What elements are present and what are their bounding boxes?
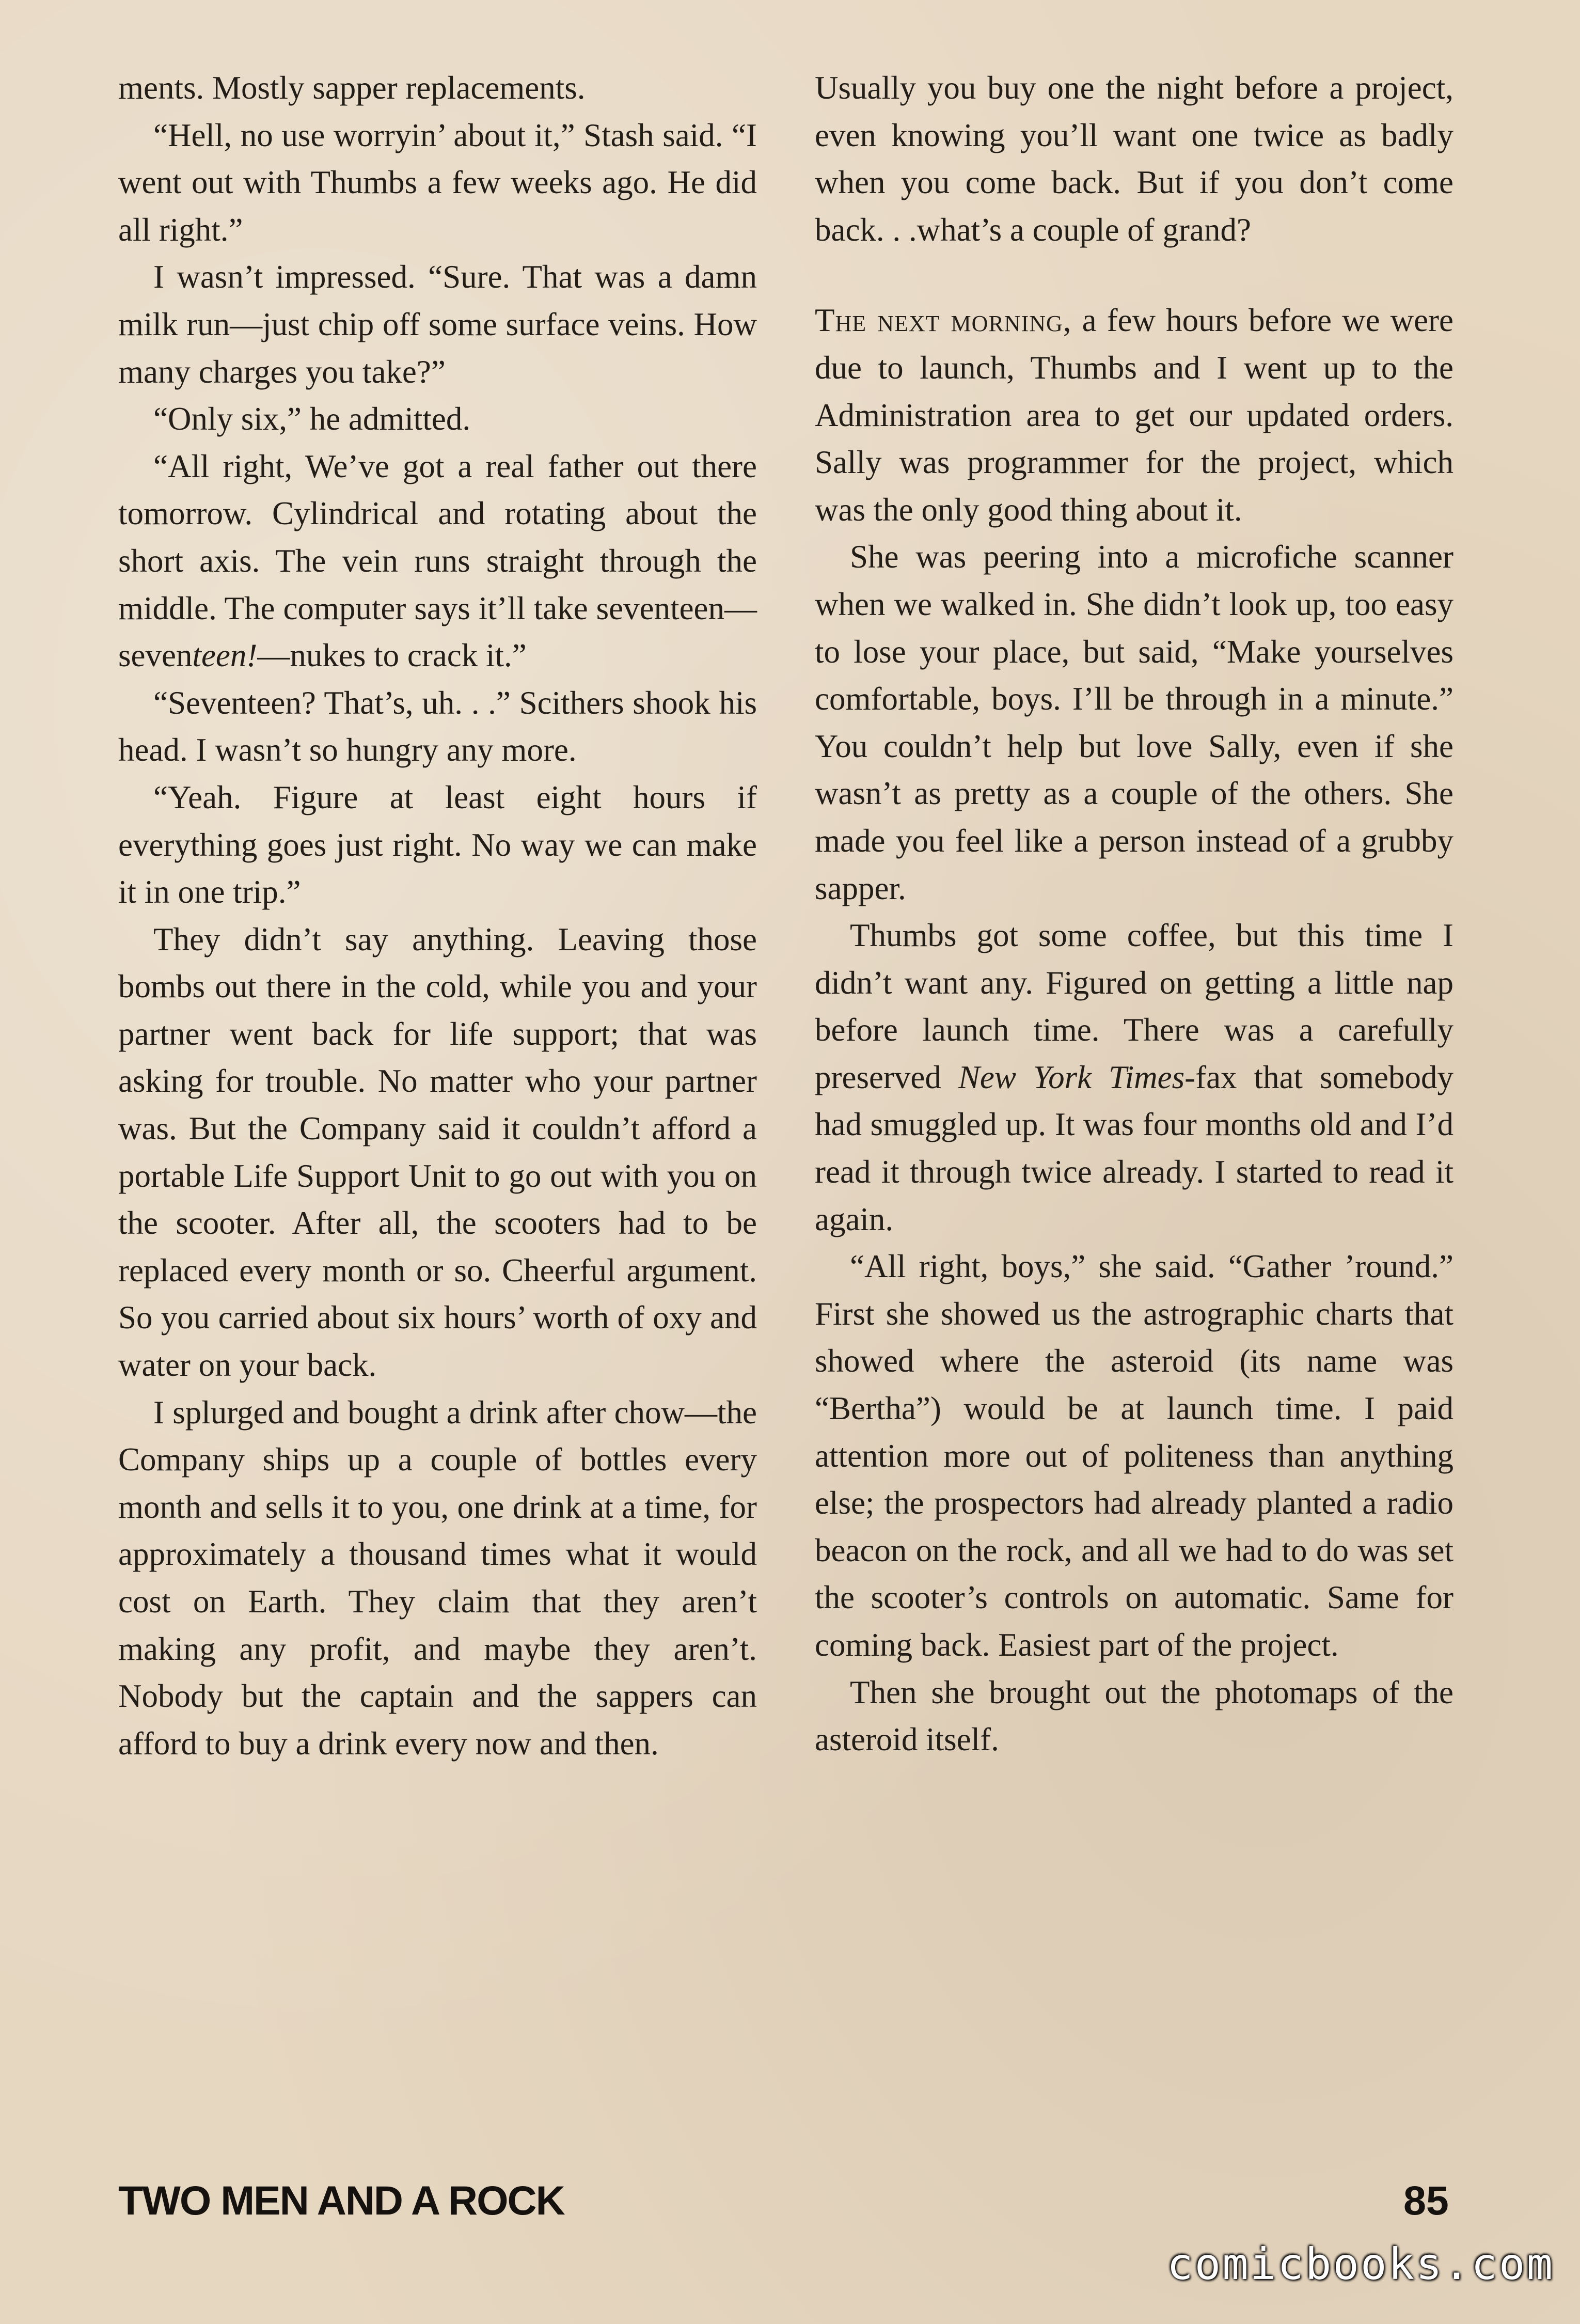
section-start-paragraph bbox=[815, 297, 1453, 533]
paragraph: ments. Mostly sapper replacements. bbox=[118, 70, 586, 106]
paragraph-text: -fax that somebody had smuggled up. It was four months old and I’d read it through twice already. I started to read it again. bbox=[815, 1059, 1454, 1237]
paragraph: “Hell, no use worryin’ about it,” Stash said. “I went out with Thumbs a few weeks ago. He did all right.” bbox=[118, 117, 757, 248]
watermark: comicbooks.com bbox=[1167, 2239, 1555, 2289]
paragraph bbox=[118, 443, 757, 680]
right-text-column bbox=[815, 65, 1453, 1764]
paragraph bbox=[815, 912, 1453, 1243]
paragraph: “All right, boys,” she said. “Gather ’round.” First she showed us the astrographic charts that showed where the asteroid (its name was “Bertha”) would be at launch time. I paid attention more out of politeness than anything else; the prospectors had already planted a radio beacon on the rock, and all we had to do was set the scooter’s controls on automatic. Same for coming back. Easiest part of the project. bbox=[815, 1248, 1453, 1663]
seventeen-prefix: seven bbox=[118, 637, 193, 674]
paragraph-text: “All right, We’ve got a real father out there tomorrow. Cylindrical and rotating about the short axis. The vein runs straight through the middle. The computer says it’ll take seventeen— bbox=[118, 448, 757, 626]
footer-story-title: TWO MEN AND A ROCK bbox=[118, 2177, 564, 2223]
page-number: 85 bbox=[1403, 2177, 1449, 2223]
seventeen-emphasis: teen! bbox=[192, 637, 258, 674]
paragraph: She was peering into a microfiche scanner when we walked in. She didn’t look up, too easy to lose your place, but said, “Make yourselves comfortable, boys. I’ll be through in a minute.” You couldn’t help but love Sally, even if she wasn’t as pretty as a couple of the others. She made you feel like a person instead of a grubby sapper. bbox=[815, 539, 1453, 906]
section-lead-in: The next morning, bbox=[815, 302, 1072, 339]
left-text-column bbox=[118, 65, 757, 1767]
paragraph-text: a few hours before we were due to launch, Thumbs and I went up to the Administration area to get our updated orders. Sally was programmer for the project, which was the only good thing about it. bbox=[815, 302, 1453, 528]
paragraph: Usually you buy one the night before a project, even knowing you’ll want one twice as badly when you come back. But if you don’t come back. . .what’s a couple of grand? bbox=[815, 70, 1453, 248]
paragraph: I wasn’t impressed. “Sure. That was a damn milk run—just chip off some surface veins. How many charges you take?” bbox=[118, 259, 757, 390]
paragraph: They didn’t say anything. Leaving those bombs out there in the cold, while you and your partner went back for life support; that was asking for trouble. No matter who your partner was. But the Company said it couldn’t afford a portable Life Support Unit to go out with you on the scooter. After all, the scooters had to be replaced every month or so. Cheerful argument. So you carried about six hours’ worth of oxy and water on your back. bbox=[118, 921, 757, 1384]
paragraph: “Seventeen? That’s, uh. . .” Scithers shook his head. I wasn’t so hungry any more. bbox=[118, 684, 757, 768]
paragraph: Then she brought out the photomaps of the asteroid itself. bbox=[815, 1674, 1453, 1758]
paragraph: “Yeah. Figure at least eight hours if everything goes just right. No way we can make it in one trip.” bbox=[118, 779, 757, 910]
newspaper-title: New York Times bbox=[958, 1059, 1185, 1095]
paragraph-text: Thumbs got some coffee, but this time I didn’t want any. Figured on getting a little nap before launch time. There was a carefully preserved bbox=[815, 917, 1453, 1095]
seventeen-suffix: —nukes to crack it.” bbox=[257, 637, 527, 674]
paragraph: I splurged and bought a drink after chow—the Company ships up a couple of bottles every month and sells it to you, one drink at a time, for approximately a thousand times what it would cost on Earth. They claim that they aren’t making any profit, and maybe they aren’t. Nobody but the captain and the sappers can afford to buy a drink every now and then. bbox=[118, 1394, 757, 1762]
paragraph: “Only six,” he admitted. bbox=[153, 401, 471, 437]
